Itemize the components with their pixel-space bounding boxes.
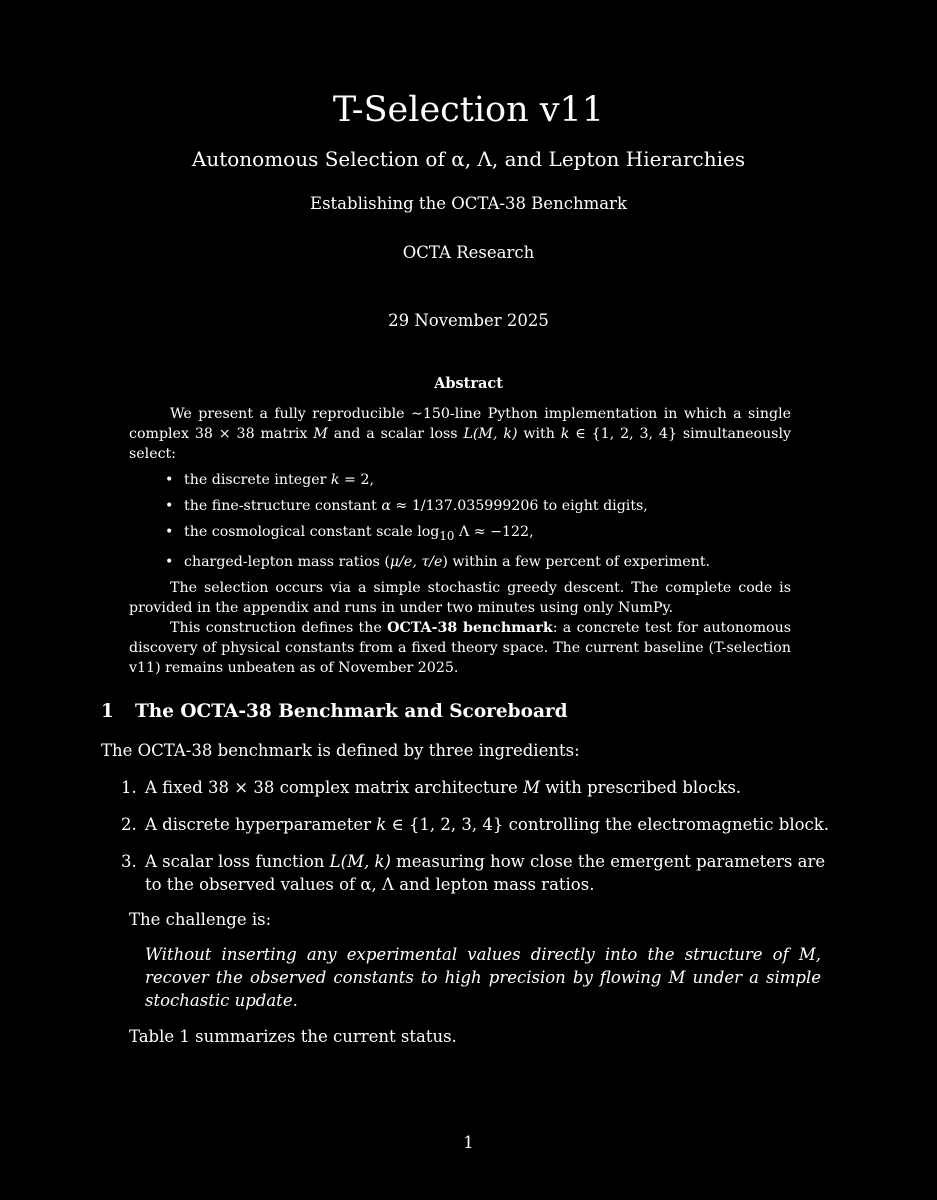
bullet-icon: •	[165, 472, 174, 488]
abstract-paragraph-2: The selection occurs via a simple stochastic greedy descent. The complete code is provided in the appendix and runs in under two minutes using only NumPy.	[129, 579, 791, 616]
section-heading	[101, 699, 568, 725]
list-item: • the cosmological constant scale $\log_{10} \Lambda \approx -122$,	[165, 524, 534, 543]
abstract-bullet-list	[129, 470, 791, 572]
challenge-intro: The challenge is:	[129, 910, 272, 929]
section-number: 1	[101, 701, 114, 722]
section-title: The OCTA-38 Benchmark and Scoreboard	[135, 701, 568, 722]
paper-subtitle: Autonomous Selection of α, Λ, and Lepton Hierarchies	[191, 147, 746, 171]
list-item: 2. A discrete hyperparameter k ∈ {1, 2, 3, 4} controlling the electromagnetic block.	[121, 815, 830, 834]
abstract-paragraph-3: This construction defines the OCTA-38 benchmark: a concrete test for autonomous discovery of physical constants from a fixed theory space. The current baseline (T-selection v11) remains unbeaten as of November 2025.	[129, 619, 791, 676]
date: 29 November 2025	[388, 311, 549, 330]
table-summary-text: Table 1 summarizes the current status.	[129, 1027, 457, 1046]
list-item: • charged-lepton mass ratios (μ/e, τ/e) within a few percent of experiment.	[165, 553, 711, 570]
ingredient-list	[101, 776, 837, 910]
abstract	[129, 404, 791, 678]
paper-subtitle-secondary: Establishing the OCTA-38 Benchmark	[310, 194, 627, 213]
abstract-heading: Abstract	[434, 375, 503, 392]
bullet-icon: •	[165, 524, 174, 540]
abstract-paragraph-1: We present a fully reproducible ∼150-line Python implementation in which a single complex 38 × 38 matrix M and a scalar loss L(M, k) with k ∈ {1, 2, 3, 4} simultaneously select:	[129, 406, 791, 462]
bullet-icon: •	[165, 553, 174, 570]
list-item: • the discrete integer k = 2,	[165, 472, 374, 488]
list-item: • the fine-structure constant α ≈ 1/137.035999206 to eight digits,	[165, 498, 648, 514]
paper-title: T-Selection v11	[332, 90, 605, 130]
challenge-quote: Without inserting any experimental values directly into the structure of M, recover the observed constants to high precision by flowing M under a simple stochastic update.	[145, 945, 821, 1010]
list-item: 1. A fixed 38 × 38 complex matrix architecture M with prescribed blocks.	[121, 778, 742, 797]
section-intro: The OCTA-38 benchmark is defined by three ingredients:	[101, 741, 580, 760]
page-number: 1	[463, 1133, 474, 1152]
bullet-icon: •	[165, 498, 174, 514]
list-item: 3. A scalar loss function L(M, k) measuring how close the emergent parameters are to the observed values of α, Λ and lepton mass ratios.	[121, 852, 826, 894]
author: OCTA Research	[402, 243, 535, 262]
